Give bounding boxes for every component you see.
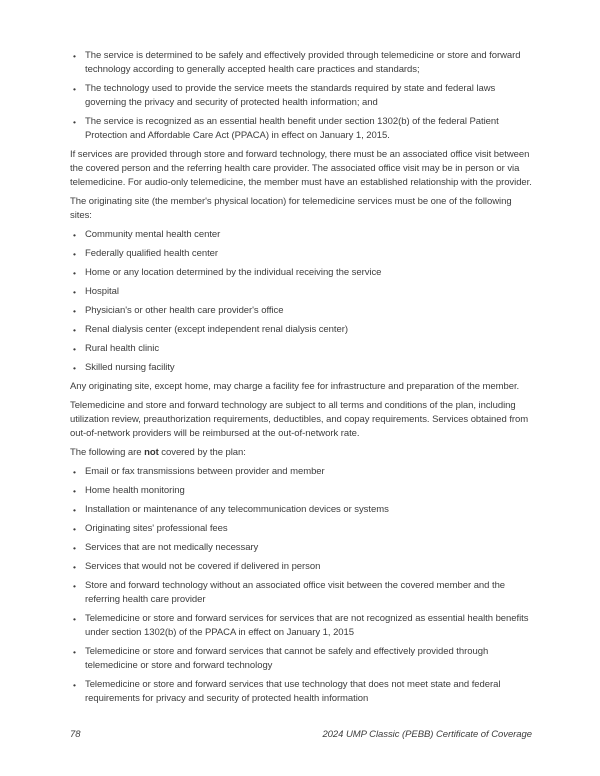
paragraph-originating-site: The originating site (the member's physical location) for telemedicine services must be one of the following sites: [70, 196, 512, 221]
not-covered-list [70, 465, 532, 706]
bullet-marker: • [73, 467, 76, 477]
list-item [70, 612, 532, 640]
list-item-text: Installation or maintenance of any telecommunication devices or systems [85, 504, 389, 515]
bullet-marker: • [73, 306, 76, 316]
list-item-text: Community mental health center [85, 229, 221, 240]
list-item-text: The service is determined to be safely and effectively provided through telemedicine or store and forward technology according to generally accepted health care practices and standards; [85, 50, 521, 75]
bullet-marker: • [73, 524, 76, 534]
list-item [70, 82, 532, 110]
bullet-marker: • [73, 344, 76, 354]
bullet-marker: • [73, 268, 76, 278]
list-item [70, 560, 532, 574]
list-item [70, 465, 532, 479]
list-item [70, 503, 532, 517]
list-item-text: Email or fax transmissions between provider and member [85, 466, 325, 477]
list-item-text: Rural health clinic [85, 343, 160, 354]
list-item [70, 228, 532, 242]
telemedicine-criteria-list [70, 49, 532, 143]
intro-prefix: The following are [70, 447, 145, 458]
list-item [70, 361, 532, 375]
list-item [70, 304, 532, 318]
list-item [70, 522, 532, 536]
paragraph-store-forward: If services are provided through store and forward technology, there must be an associated office visit between the covered person and the referring health care provider. The associated office visit may be in person or via telemedicine. For audio-only telemedicine, the member must have an established relationship with the provider. [70, 149, 532, 188]
bullet-marker: • [73, 363, 76, 373]
list-item-text: The technology used to provide the service meets the standards required by state and federal laws governing the privacy and security of protected health information; and [85, 83, 496, 108]
list-item [70, 645, 532, 673]
bullet-marker: • [73, 230, 76, 240]
bullet-marker: • [73, 325, 76, 335]
list-item [70, 678, 532, 706]
paragraph-plan-terms: Telemedicine and store and forward technology are subject to all terms and conditions of the plan, including utilization review, preauthorization requirements, deductibles, and copay requirements. Services obtained from out-of-network providers will be reimbursed at the out-of-network rate. [70, 400, 529, 439]
originating-sites-list [70, 228, 532, 375]
bullet-marker: • [73, 287, 76, 297]
list-item [70, 541, 532, 555]
page-footer [70, 728, 532, 742]
list-item [70, 579, 532, 607]
footer-document-title: 2024 UMP Classic (PEBB) Certificate of Coverage [322, 729, 532, 740]
bullet-marker: • [73, 680, 76, 690]
list-item [70, 484, 532, 498]
list-item-text: Services that would not be covered if delivered in person [85, 561, 321, 572]
page-number: 78 [70, 729, 81, 740]
list-item-text: Originating sites' professional fees [85, 523, 228, 534]
list-item [70, 266, 532, 280]
intro-bold-not: not [144, 447, 159, 458]
bullet-marker: • [73, 84, 76, 94]
bullet-marker: • [73, 543, 76, 553]
bullet-marker: • [73, 562, 76, 572]
list-item-text: Federally qualified health center [85, 248, 219, 259]
list-item-text: Telemedicine or store and forward services for services that are not recognized as essential health benefits under section 1302(b) of the PPACA in effect on January 1, 2015 [85, 613, 529, 638]
list-item-text: Hospital [85, 286, 119, 297]
list-item-text: Home health monitoring [85, 485, 185, 496]
paragraph-facility-fee: Any originating site, except home, may charge a facility fee for infrastructure and preparation of the member. [70, 381, 520, 392]
paragraph-not-covered-intro [70, 446, 532, 460]
list-item-text: Physician's or other health care provider's office [85, 305, 284, 316]
list-item-text: The service is recognized as an essential health benefit under section 1302(b) of the federal Patient Protection and Affordable Care Act (PPACA) in effect on January 1, 2015. [85, 116, 499, 141]
bullet-marker: • [73, 486, 76, 496]
list-item-text: Home or any location determined by the individual receiving the service [85, 267, 382, 278]
list-item [70, 342, 532, 356]
bullet-marker: • [73, 581, 76, 591]
bullet-marker: • [73, 249, 76, 259]
list-item-text: Services that are not medically necessary [85, 542, 259, 553]
list-item-text: Renal dialysis center (except independent renal dialysis center) [85, 324, 348, 335]
list-item-text: Skilled nursing facility [85, 362, 175, 373]
list-item-text: Telemedicine or store and forward services that use technology that does not meet state and federal requirements for privacy and security of protected health information [85, 679, 501, 704]
list-item-text: Store and forward technology without an associated office visit between the covered member and the referring health care provider [85, 580, 506, 605]
intro-suffix: covered by the plan: [158, 447, 246, 458]
list-item-text: Telemedicine or store and forward services that cannot be safely and effectively provided through telemedicine or store and forward technology [85, 646, 489, 671]
bullet-marker: • [73, 614, 76, 624]
bullet-marker: • [73, 505, 76, 515]
bullet-marker: • [73, 117, 76, 127]
list-item [70, 323, 532, 337]
list-item [70, 115, 532, 143]
list-item [70, 247, 532, 261]
list-item [70, 285, 532, 299]
bullet-marker: • [73, 647, 76, 657]
list-item [70, 49, 532, 77]
bullet-marker: • [73, 51, 76, 61]
